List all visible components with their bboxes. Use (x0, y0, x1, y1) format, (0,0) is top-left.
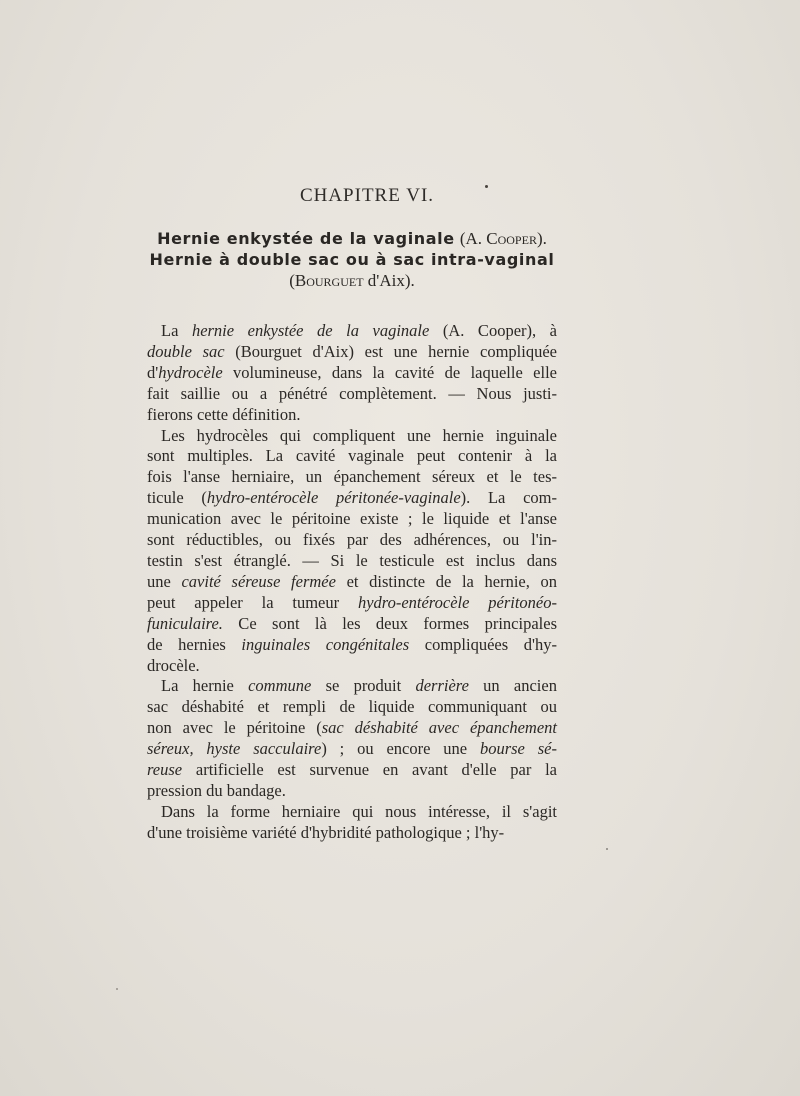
text-line (147, 467, 557, 488)
text-run: non avec le péritoine ( (147, 718, 322, 738)
text-line (147, 572, 557, 593)
text-run: ticule ( (147, 488, 207, 508)
paragraph (147, 676, 557, 801)
italic-text: hydro-entérocèle péritonée-vaginale (206, 488, 461, 508)
text-run: La hernie (161, 676, 249, 696)
ink-speck (116, 988, 118, 990)
section-heading (0, 228, 704, 291)
text-line (147, 446, 557, 467)
text-run: (A. Cooper), à (429, 321, 557, 340)
text-line (147, 551, 557, 572)
text-line (147, 697, 557, 718)
text-line (147, 635, 557, 656)
italic-text: cavité séreuse fermée (181, 571, 336, 591)
text-line (147, 676, 557, 697)
heading-attrib-name: Bourguet (294, 271, 364, 290)
text-run: une (147, 571, 182, 591)
italic-text: séreux, hyste sacculaire (147, 739, 322, 759)
text-run: drocèle. (147, 655, 200, 675)
heading-attrib-rest: d'Aix). (363, 271, 415, 290)
heading-title-2: Hernie à double sac ou à sac intra-vaginal (149, 250, 555, 269)
text-line (147, 656, 557, 677)
text-run: Dans la forme herniaire qui nous intéresse, il s'agit (161, 801, 557, 821)
text-run: se produit (311, 676, 416, 696)
text-run: fait saillie ou a pénétré complètement. — Nous justi- (147, 383, 557, 403)
text-line (147, 802, 557, 823)
italic-text: inguinales congénitales (241, 634, 410, 654)
heading-line-2 (0, 249, 704, 270)
text-run: et distincte de la hernie, on (335, 571, 558, 591)
text-run: fierons cette définition. (147, 404, 301, 424)
text-run: pression du bandage. (147, 780, 286, 800)
chapter-title: CHAPITRE VI. (299, 185, 435, 206)
text-run: testin s'est étranglé. — Si le testicule est inclus dans (147, 550, 557, 570)
italic-text: hydro-entérocèle péritonéo- (357, 592, 557, 612)
text-run: un ancien (468, 676, 557, 696)
italic-text: hydrocèle (158, 362, 223, 382)
heading-title-1: Hernie enkystée de la vaginale (157, 229, 455, 248)
text-line (147, 718, 557, 739)
italic-text: sac déshabité avec épanchement (321, 718, 557, 738)
ink-speck (485, 185, 488, 188)
paragraph (147, 802, 557, 844)
text-line (147, 781, 557, 802)
text-run: (Bourguet d'Aix) est une hernie compliquée (224, 341, 557, 361)
text-line (147, 488, 557, 509)
text-run: d' (147, 362, 159, 382)
text-line (147, 363, 557, 384)
text-line (147, 593, 557, 614)
italic-text: reuse (147, 760, 183, 780)
heading-ref (460, 229, 547, 248)
text-line (147, 614, 557, 635)
heading-ref-close: ). (536, 229, 547, 248)
paragraph (147, 426, 557, 677)
text-run: sont multiples. La cavité vaginale peut contenir à la (147, 446, 557, 466)
text-line (147, 530, 557, 551)
text-line (147, 321, 557, 342)
text-line (147, 509, 557, 530)
heading-attrib-open: ( (289, 271, 295, 290)
italic-text: hernie enkystée de la vaginale (191, 321, 430, 340)
text-run: compliquées d'hy- (409, 634, 557, 654)
text-run: peut appeler la tumeur (147, 592, 358, 612)
text-line (147, 342, 557, 363)
text-run: artificielle est survenue en avant d'elle par la (182, 760, 557, 780)
text-run: sac déshabité et rempli de liquide communiquant ou (147, 697, 557, 717)
text-run: Les hydrocèles qui compliquent une hernie inguinale (161, 425, 557, 445)
text-run: munication avec le péritoine existe ; le liquide et l'anse (147, 509, 557, 529)
italic-text: double sac (147, 341, 225, 361)
italic-text: funiculaire. (147, 613, 223, 633)
text-run: d'une troisième variété d'hybridité pathologique ; l'hy- (147, 822, 505, 842)
heading-ref-open: (A. (459, 229, 487, 248)
heading-line-1 (0, 228, 704, 249)
text-line (147, 823, 557, 844)
text-line (147, 405, 557, 426)
body-text (147, 321, 557, 844)
text-line (147, 760, 557, 781)
heading-ref-name: Cooper (486, 229, 537, 248)
paragraph (147, 321, 557, 426)
text-run: volumineuse, dans la cavité de laquelle elle (222, 362, 557, 382)
text-run: fois l'anse herniaire, un épanchement séreux et le tes- (147, 467, 557, 487)
text-line (147, 426, 557, 447)
text-line (147, 739, 557, 760)
italic-text: bourse sé- (479, 739, 557, 759)
heading-line-3 (0, 270, 704, 291)
text-run: sont réductibles, ou fixés par des adhérences, ou l'in- (147, 530, 557, 550)
text-run: de hernies (147, 634, 242, 654)
text-run: ). La com- (460, 488, 557, 508)
text-line (147, 384, 557, 405)
text-run: ) ; ou encore une (321, 739, 480, 759)
ink-speck (606, 848, 608, 850)
text-run: Ce sont là les deux formes principales (222, 613, 557, 633)
italic-text: commune (248, 676, 312, 696)
text-run: La (161, 321, 192, 340)
italic-text: derrière (415, 676, 469, 696)
